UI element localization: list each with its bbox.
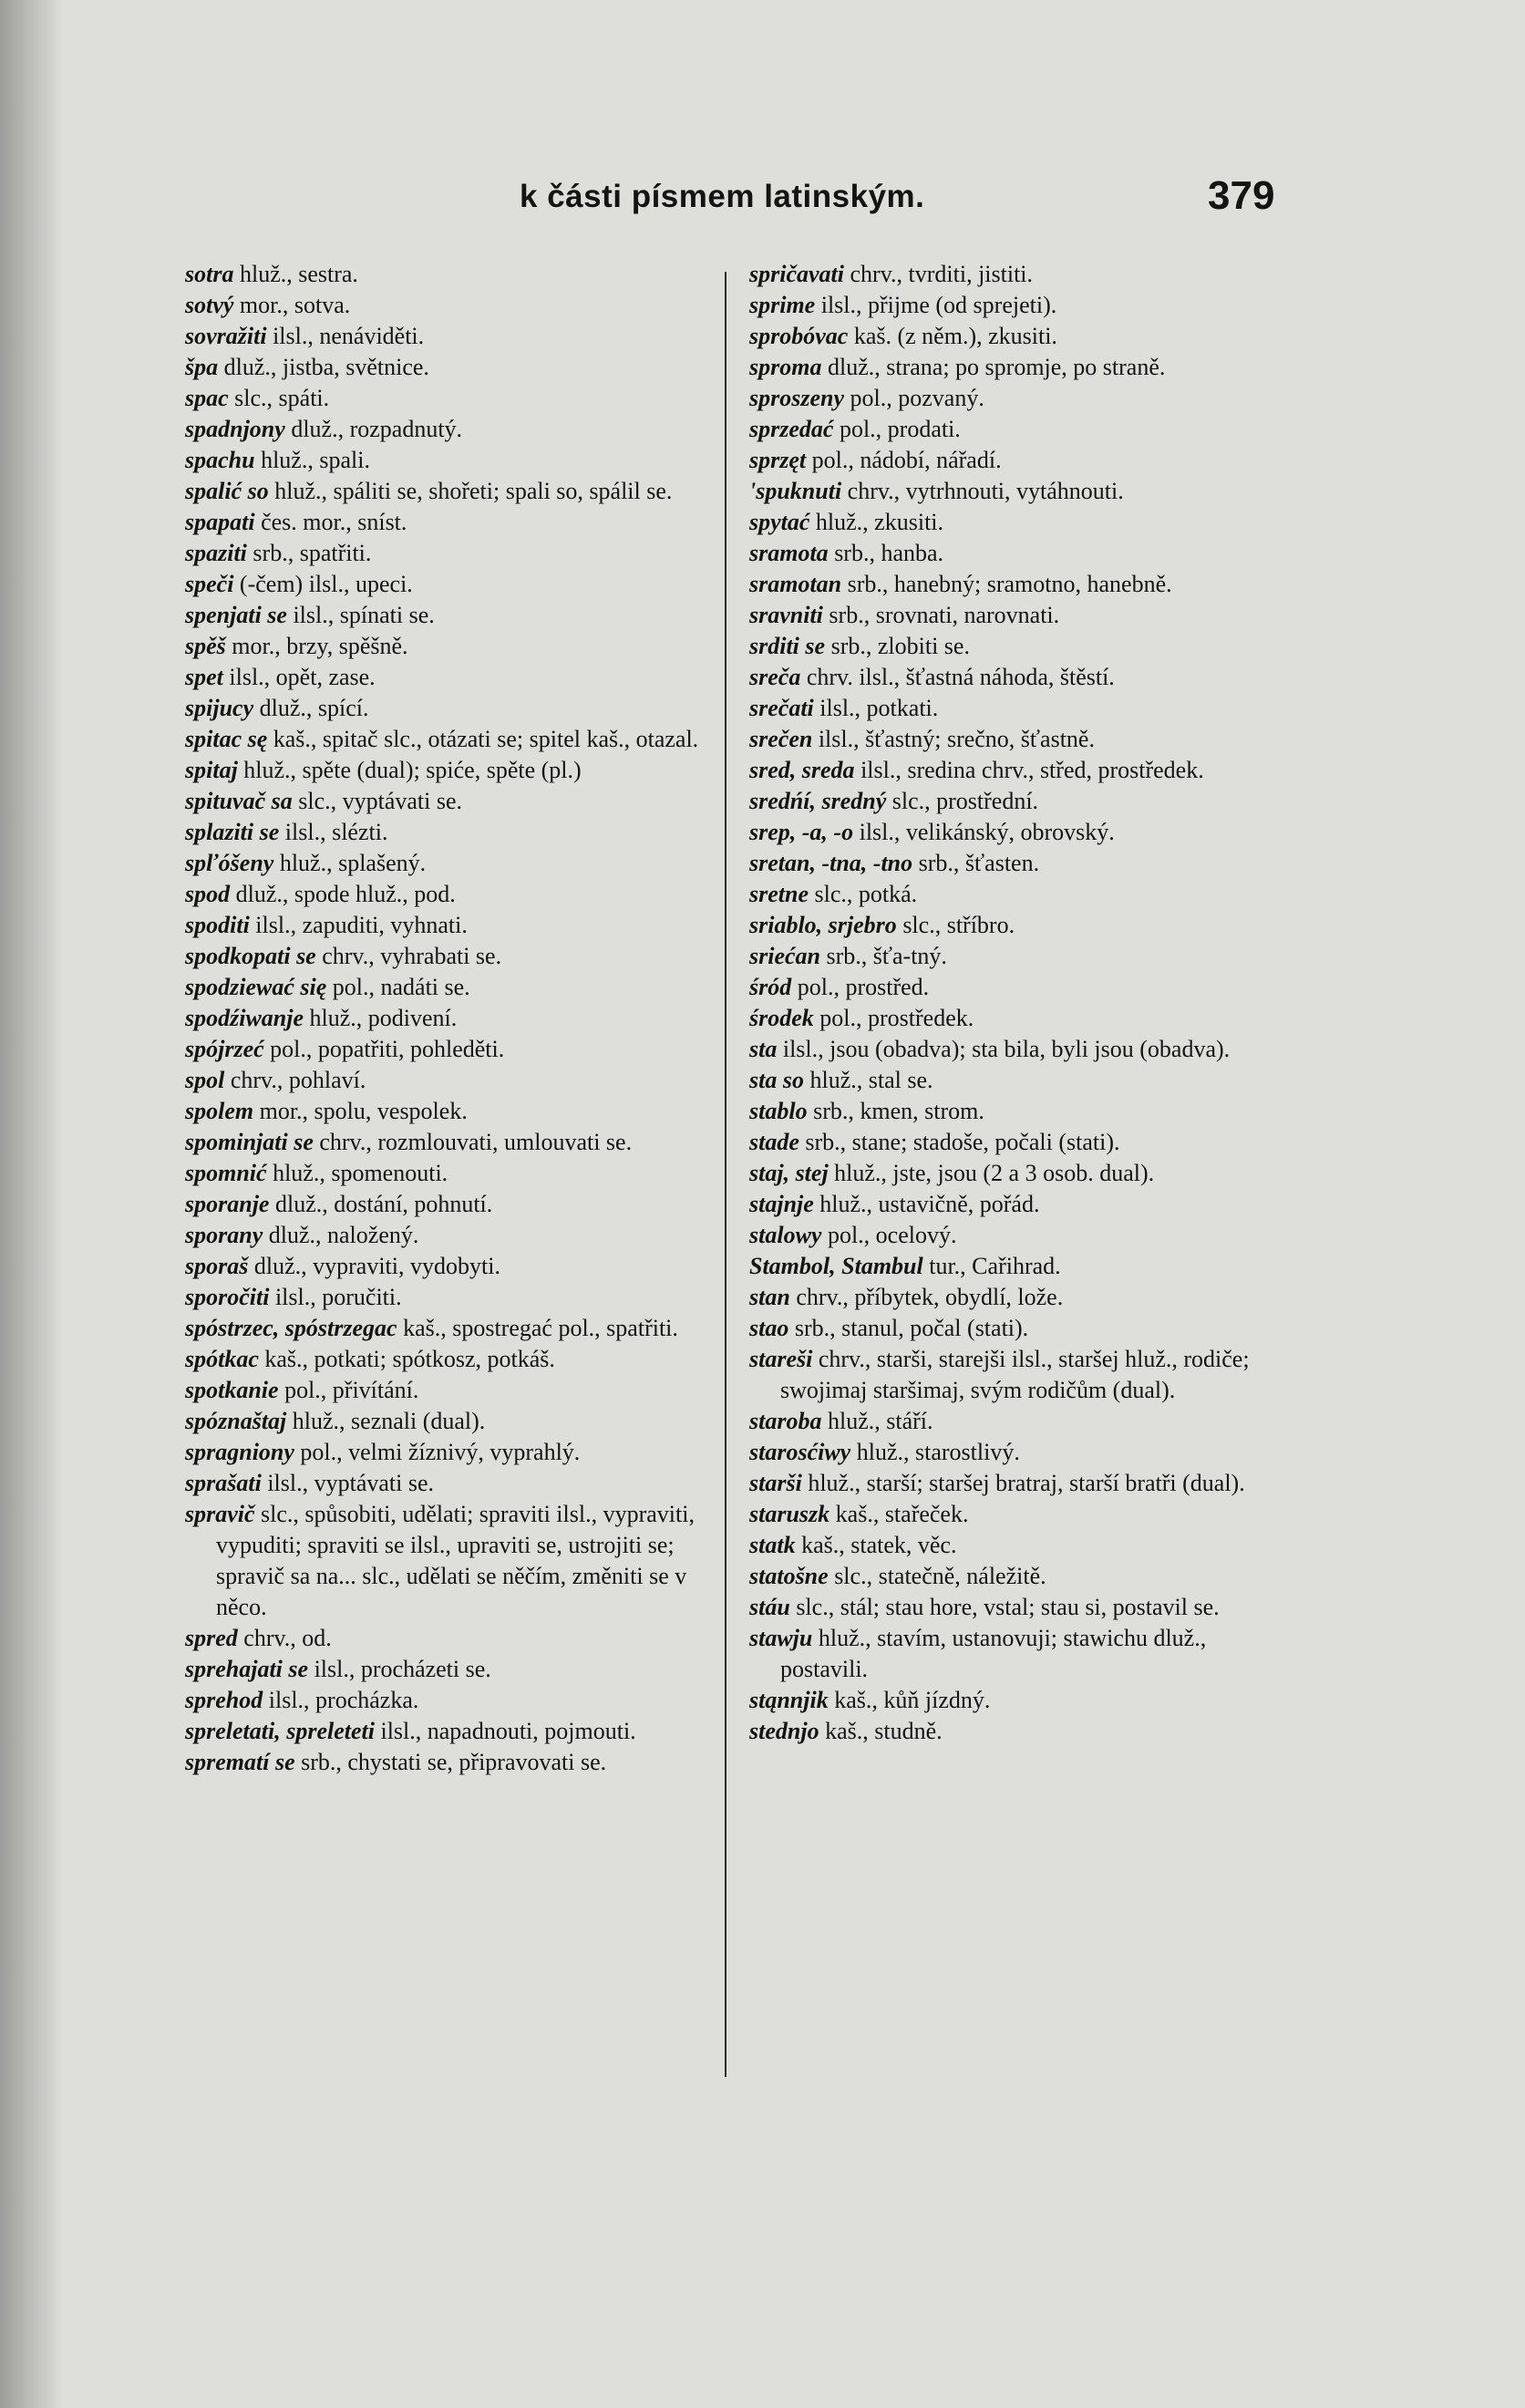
entry-definition: ilsl., zapuditi, vyhnati. xyxy=(255,912,468,938)
entry-headword: spľóšeny xyxy=(185,850,274,876)
entry-headword: 'spuknuti xyxy=(749,478,842,504)
dictionary-entry xyxy=(749,848,1287,879)
dictionary-entry xyxy=(185,1685,716,1716)
dictionary-entry xyxy=(749,569,1287,600)
dictionary-entry xyxy=(185,290,716,321)
dictionary-entry xyxy=(749,662,1287,693)
entry-headword: stąnnjik xyxy=(749,1687,829,1713)
entry-headword: staruszk xyxy=(749,1501,830,1527)
dictionary-entry xyxy=(749,1499,1287,1530)
entry-headword: sotvý xyxy=(185,292,234,318)
entry-definition: slc., stříbro. xyxy=(902,912,1015,938)
dictionary-entry xyxy=(185,755,716,786)
entry-definition: srb., zlobiti se. xyxy=(830,633,970,659)
dictionary-entry xyxy=(185,662,716,693)
entry-definition: dluž., naložený. xyxy=(268,1222,419,1248)
entry-definition: ilsl., spínati se. xyxy=(293,602,435,628)
dictionary-entry xyxy=(749,290,1287,321)
dictionary-entry xyxy=(749,1313,1287,1344)
dictionary-entry xyxy=(185,1623,716,1654)
entry-headword: sprehajati se xyxy=(185,1656,309,1682)
entry-definition: srb., chystati se, připravovati se. xyxy=(301,1749,607,1775)
dictionary-entry xyxy=(185,352,716,383)
entry-headword: sproma xyxy=(749,354,822,380)
dictionary-entry xyxy=(749,1189,1287,1220)
entry-definition: kaš., spostregać pol., spatřiti. xyxy=(403,1315,678,1341)
left-column xyxy=(185,259,716,1778)
entry-definition: ilsl., velikánský, obrovský. xyxy=(859,819,1115,845)
dictionary-entry xyxy=(749,879,1287,910)
entry-headword: spred xyxy=(185,1625,238,1651)
entry-headword: spadnjony xyxy=(185,416,285,442)
entry-headword: sravniti xyxy=(749,602,823,628)
entry-definition: chrv., rozmlouvati, umlouvati se. xyxy=(319,1129,633,1155)
entry-definition: ilsl., šťastný; srečno, šťastně. xyxy=(818,726,1095,752)
dictionary-entry xyxy=(185,507,716,538)
entry-definition: pol., ocelový. xyxy=(827,1222,957,1248)
entry-definition: ilsl., jsou (obadva); sta bila, byli jsou (obadva). xyxy=(782,1036,1231,1062)
entry-definition: mor., sotva. xyxy=(239,292,351,318)
entry-definition: slc., vyptávati se. xyxy=(298,788,463,814)
entry-headword: speči xyxy=(185,571,234,597)
dictionary-entry xyxy=(185,693,716,724)
page-edge-shadow xyxy=(0,0,64,2408)
dictionary-entry xyxy=(749,445,1287,476)
dictionary-entry xyxy=(185,1127,716,1158)
dictionary-entry xyxy=(185,569,716,600)
entry-headword: stablo xyxy=(749,1098,808,1124)
entry-definition: chrv., vytrhnouti, vytáhnouti. xyxy=(847,478,1124,504)
dictionary-entry xyxy=(749,1716,1287,1747)
entry-headword: stáu xyxy=(749,1594,790,1620)
entry-headword: stednjo xyxy=(749,1718,819,1744)
dictionary-entry xyxy=(749,1034,1287,1065)
entry-headword: statk xyxy=(749,1532,796,1558)
entry-definition: (-čem) ilsl., upeci. xyxy=(239,571,413,597)
entry-headword: spodkopati se xyxy=(185,943,316,969)
entry-headword: spričavati xyxy=(749,261,844,287)
entry-headword: statošne xyxy=(749,1563,829,1589)
dictionary-entry xyxy=(749,910,1287,941)
entry-definition: pol., nádobí, nářadí. xyxy=(811,447,1002,473)
dictionary-entry xyxy=(749,600,1287,631)
entry-headword: sporočiti xyxy=(185,1284,270,1310)
entry-headword: srečen xyxy=(749,726,813,752)
entry-definition: srb., hanebný; sramotno, hanebně. xyxy=(847,571,1172,597)
entry-definition: kaš., spitač slc., otázati se; spitel kaš., otazal. xyxy=(273,726,699,752)
entry-definition: tur., Cařihrad. xyxy=(929,1253,1061,1279)
entry-headword: starosćiwy xyxy=(749,1439,851,1465)
entry-headword: sprematí se xyxy=(185,1749,295,1775)
entry-headword: sporany xyxy=(185,1222,263,1248)
entry-definition: dluž., spící. xyxy=(259,695,369,721)
entry-headword: sprobóvac xyxy=(749,323,849,349)
entry-definition: chrv., pohlaví. xyxy=(230,1067,366,1093)
entry-headword: spachu xyxy=(185,447,255,473)
entry-headword: Stambol, Stambul xyxy=(749,1253,923,1279)
entry-definition: pol., popatřiti, pohleděti. xyxy=(270,1036,505,1062)
entry-headword: srditi se xyxy=(749,633,826,659)
dictionary-entry xyxy=(185,600,716,631)
dictionary-entry xyxy=(749,1220,1287,1251)
entry-headword: spěš xyxy=(185,633,226,659)
entry-headword: sprašati xyxy=(185,1470,262,1496)
entry-definition: ilsl., procházeti se. xyxy=(314,1656,491,1682)
dictionary-entry xyxy=(185,1437,716,1468)
entry-definition: slc., statečně, náležitě. xyxy=(834,1563,1046,1589)
entry-definition: dluž., spode hluž., pod. xyxy=(235,881,456,907)
entry-definition: pol., prodati. xyxy=(839,416,961,442)
entry-headword: sproszeny xyxy=(749,385,845,411)
entry-definition: čes. mor., sníst. xyxy=(261,509,407,535)
dictionary-entry xyxy=(749,1592,1287,1623)
entry-definition: ilsl., napadnouti, pojmouti. xyxy=(380,1718,636,1744)
dictionary-entry xyxy=(749,755,1287,786)
entry-definition: ilsl., sredina chrv., střed, prostředek. xyxy=(860,757,1204,783)
dictionary-entry xyxy=(749,1468,1287,1499)
dictionary-entry xyxy=(185,879,716,910)
entry-headword: staj, stej xyxy=(749,1160,829,1186)
entry-definition: slc., potká. xyxy=(814,881,918,907)
dictionary-entry xyxy=(749,259,1287,290)
entry-headword: spytać xyxy=(749,509,810,535)
entry-definition: hluž., starostlivý. xyxy=(856,1439,1020,1465)
entry-definition: hluž., stavím, ustanovuji; stawichu dluž., postavili. xyxy=(780,1625,1207,1682)
dictionary-entry xyxy=(749,1096,1287,1127)
entry-definition: ilsl., slézti. xyxy=(284,819,388,845)
entry-definition: kaš. (z něm.), zkusiti. xyxy=(853,323,1057,349)
dictionary-entry xyxy=(749,693,1287,724)
entry-definition: dluž., dostání, pohnutí. xyxy=(274,1191,493,1217)
entry-headword: sramotan xyxy=(749,571,842,597)
entry-headword: sramota xyxy=(749,540,829,566)
entry-definition: srb., spatřiti. xyxy=(252,540,372,566)
dictionary-entry xyxy=(185,1747,716,1778)
dictionary-entry xyxy=(185,1096,716,1127)
entry-definition: hluž., spáliti se, shořeti; spali so, spálil se. xyxy=(274,478,673,504)
dictionary-entry xyxy=(749,507,1287,538)
dictionary-entry xyxy=(749,352,1287,383)
running-header xyxy=(0,173,1525,233)
entry-headword: spet xyxy=(185,664,223,690)
entry-definition: hluž., spěte (dual); spiće, spěte (pl.) xyxy=(243,757,582,783)
dictionary-entry xyxy=(185,445,716,476)
dictionary-entry xyxy=(749,321,1287,352)
entry-definition: dluž., vypraviti, vydobyti. xyxy=(253,1253,500,1279)
dictionary-entry xyxy=(749,1406,1287,1437)
dictionary-entry xyxy=(749,631,1287,662)
dictionary-entry xyxy=(185,910,716,941)
entry-definition: hluž., stáří. xyxy=(827,1408,933,1434)
entry-headword: sretan, -tna, -tno xyxy=(749,850,913,876)
entry-headword: stade xyxy=(749,1129,799,1155)
entry-headword: spol xyxy=(185,1067,225,1093)
entry-definition: hluž., zkusiti. xyxy=(815,509,944,535)
dictionary-entry xyxy=(185,724,716,755)
entry-definition: srb., stane; stadoše, počali (stati). xyxy=(805,1129,1120,1155)
entry-definition: ilsl., procházka. xyxy=(268,1687,419,1713)
entry-headword: spijucy xyxy=(185,695,254,721)
entry-headword: srečati xyxy=(749,695,814,721)
entry-headword: spac xyxy=(185,385,229,411)
entry-headword: špa xyxy=(185,354,219,380)
entry-headword: stawju xyxy=(749,1625,813,1651)
entry-definition: pol., prostřed. xyxy=(797,974,930,1000)
entry-headword: splaziti se xyxy=(185,819,280,845)
entry-headword: sovražiti xyxy=(185,323,267,349)
entry-definition: hluž., seznali (dual). xyxy=(292,1408,486,1434)
dictionary-entry xyxy=(185,1406,716,1437)
entry-headword: srep, -a, -o xyxy=(749,819,854,845)
entry-definition: hluž., sestra. xyxy=(239,261,358,287)
entry-definition: srb., srovnati, narovnati. xyxy=(829,602,1060,628)
entry-definition: slc., spůsobiti, udělati; spraviti ilsl., vypraviti, vypuditi; spraviti se ilsl., upraviti se, ustrojiti se; spravič sa na... slc., udělati se něčím, změniti se v něco. xyxy=(216,1501,695,1620)
entry-headword: spituvač sa xyxy=(185,788,293,814)
dictionary-entry xyxy=(749,724,1287,755)
dictionary-entry xyxy=(185,1313,716,1344)
entry-headword: sprzedać xyxy=(749,416,834,442)
entry-definition: srb., šťasten. xyxy=(918,850,1040,876)
entry-definition: pol., prostředek. xyxy=(819,1005,974,1031)
entry-headword: sriablo, srjebro xyxy=(749,912,897,938)
dictionary-entry xyxy=(185,383,716,414)
right-column xyxy=(749,259,1287,1747)
column-divider xyxy=(725,272,726,2077)
dictionary-entry xyxy=(185,321,716,352)
dictionary-entry xyxy=(749,538,1287,569)
dictionary-entry xyxy=(185,1344,716,1375)
dictionary-entry xyxy=(185,817,716,848)
entry-headword: spenjati se xyxy=(185,602,287,628)
dictionary-entry xyxy=(185,414,716,445)
dictionary-entry xyxy=(749,1437,1287,1468)
entry-headword: sprime xyxy=(749,292,816,318)
dictionary-entry xyxy=(749,972,1287,1003)
dictionary-entry xyxy=(185,1282,716,1313)
dictionary-entry xyxy=(185,1065,716,1096)
entry-definition: pol., přivítání. xyxy=(284,1377,419,1403)
dictionary-entry xyxy=(749,1561,1287,1592)
entry-definition: srb., kmen, strom. xyxy=(813,1098,984,1124)
entry-headword: sporanje xyxy=(185,1191,270,1217)
dictionary-entry xyxy=(185,941,716,972)
dictionary-entry xyxy=(749,1003,1287,1034)
entry-definition: kaš., potkati; spótkosz, potkáš. xyxy=(264,1346,555,1372)
dictionary-entry xyxy=(185,476,716,507)
entry-headword: sta so xyxy=(749,1067,804,1093)
entry-definition: ilsl., vyptávati se. xyxy=(267,1470,435,1496)
entry-headword: sriećan xyxy=(749,943,820,969)
entry-definition: dluž., jistba, světnice. xyxy=(223,354,429,380)
entry-definition: kaš., kůň jízdný. xyxy=(834,1687,991,1713)
dictionary-entry xyxy=(185,259,716,290)
dictionary-entry xyxy=(749,1251,1287,1282)
entry-definition: mor., spolu, vespolek. xyxy=(259,1098,468,1124)
dictionary-entry xyxy=(749,941,1287,972)
dictionary-entry xyxy=(185,1003,716,1034)
dictionary-entry xyxy=(185,972,716,1003)
entry-headword: sta xyxy=(749,1036,778,1062)
entry-definition: pol., pozvaný. xyxy=(850,385,984,411)
entry-definition: hluž., jste, jsou (2 a 3 osob. dual). xyxy=(834,1160,1155,1186)
entry-definition: ilsl., přijme (od sprejeti). xyxy=(820,292,1057,318)
entry-headword: sreča xyxy=(749,664,801,690)
dictionary-entry xyxy=(749,1685,1287,1716)
entry-headword: stan xyxy=(749,1284,790,1310)
entry-definition: chrv., příbytek, obydlí, lože. xyxy=(796,1284,1064,1310)
dictionary-entry xyxy=(749,1282,1287,1313)
entry-headword: śród xyxy=(749,974,792,1000)
entry-headword: spolem xyxy=(185,1098,254,1124)
entry-definition: mor., brzy, spěšně. xyxy=(232,633,408,659)
entry-headword: sprzęt xyxy=(749,447,807,473)
dictionary-entry xyxy=(749,1065,1287,1096)
dictionary-entry xyxy=(185,786,716,817)
entry-headword: stajnje xyxy=(749,1191,814,1217)
entry-definition: slc., stál; stau hore, vstal; stau si, postavil se. xyxy=(796,1594,1220,1620)
entry-definition: ilsl., opět, zase. xyxy=(229,664,376,690)
entry-headword: spomnić xyxy=(185,1160,267,1186)
entry-headword: spod xyxy=(185,881,231,907)
dictionary-entry xyxy=(185,1654,716,1685)
entry-headword: spaziti xyxy=(185,540,247,566)
entry-definition: chrv., tvrditi, jistiti. xyxy=(850,261,1034,287)
entry-definition: kaš., statek, věc. xyxy=(801,1532,957,1558)
dictionary-entry xyxy=(185,538,716,569)
entry-headword: stao xyxy=(749,1315,789,1341)
entry-definition: kaš., stařeček. xyxy=(835,1501,969,1527)
entry-definition: ilsl., poručiti. xyxy=(274,1284,402,1310)
entry-headword: spótkac xyxy=(185,1346,259,1372)
entry-headword: spravič xyxy=(185,1501,255,1527)
dictionary-entry xyxy=(185,1034,716,1065)
entry-definition: slc., spáti. xyxy=(234,385,330,411)
entry-headword: sporaš xyxy=(185,1253,249,1279)
dictionary-entry xyxy=(185,1189,716,1220)
entry-headword: spóstrzec, spóstrzegac xyxy=(185,1315,397,1341)
dictionary-entry xyxy=(749,1530,1287,1561)
dictionary-entry xyxy=(185,631,716,662)
dictionary-entry xyxy=(749,786,1287,817)
entry-definition: srb., hanba. xyxy=(834,540,944,566)
dictionary-entry xyxy=(749,414,1287,445)
page-number: 379 xyxy=(1208,173,1275,218)
entry-headword: starši xyxy=(749,1470,802,1496)
entry-definition: chrv., vyhrabati se. xyxy=(322,943,502,969)
entry-headword: spoditi xyxy=(185,912,250,938)
entry-definition: pol., velmi žíznivý, vyprahlý. xyxy=(300,1439,581,1465)
entry-headword: sretne xyxy=(749,881,809,907)
entry-headword: sotra xyxy=(185,261,234,287)
entry-definition: slc., prostřední. xyxy=(891,788,1039,814)
entry-headword: spotkanie xyxy=(185,1377,279,1403)
dictionary-entry xyxy=(185,1716,716,1747)
entry-headword: spitaj xyxy=(185,757,238,783)
entry-definition: chrv., starši, starejši ilsl., staršej hluž., rodiče; swojimaj staršimaj, svým rodičům (dual). xyxy=(780,1346,1250,1403)
entry-definition: pol., nadáti se. xyxy=(332,974,470,1000)
dictionary-entry xyxy=(749,1158,1287,1189)
entry-definition: dluž., strana; po spromje, po straně. xyxy=(827,354,1166,380)
entry-definition: srb., stanul, počal (stati). xyxy=(794,1315,1029,1341)
entry-headword: spójrzeć xyxy=(185,1036,264,1062)
dictionary-entry xyxy=(185,1251,716,1282)
entry-headword: spominjati se xyxy=(185,1129,314,1155)
entry-headword: spitac sę xyxy=(185,726,268,752)
entry-definition: hluž., podivení. xyxy=(309,1005,458,1031)
dictionary-entry xyxy=(749,383,1287,414)
entry-definition: hluž., spali. xyxy=(261,447,370,473)
dictionary-entry xyxy=(749,476,1287,507)
entry-headword: spodziewać się xyxy=(185,974,327,1000)
entry-headword: spalić so xyxy=(185,478,269,504)
entry-headword: spreletati, spreleteti xyxy=(185,1718,375,1744)
dictionary-entry xyxy=(185,1499,716,1623)
dictionary-entry xyxy=(749,1127,1287,1158)
entry-headword: stalowy xyxy=(749,1222,822,1248)
entry-definition: hluž., starší; staršej bratraj, starší bratři (dual). xyxy=(808,1470,1245,1496)
entry-headword: środek xyxy=(749,1005,814,1031)
dictionary-entry xyxy=(185,848,716,879)
entry-definition: ilsl., potkati. xyxy=(819,695,939,721)
entry-headword: stareši xyxy=(749,1346,813,1372)
entry-definition: hluž., ustavičně, pořád. xyxy=(819,1191,1040,1217)
running-head-title: k části písmem latinským. xyxy=(520,179,925,214)
entry-headword: sprehod xyxy=(185,1687,263,1713)
dictionary-entry xyxy=(749,1623,1287,1685)
entry-definition: hluž., stal se. xyxy=(809,1067,933,1093)
entry-headword: sredńí, sredný xyxy=(749,788,887,814)
dictionary-entry xyxy=(185,1158,716,1189)
entry-definition: dluž., rozpadnutý. xyxy=(291,416,463,442)
entry-headword: spóznaštaj xyxy=(185,1408,287,1434)
entry-headword: sred, sreda xyxy=(749,757,855,783)
dictionary-entry xyxy=(185,1375,716,1406)
entry-headword: spapati xyxy=(185,509,255,535)
entry-headword: staroba xyxy=(749,1408,822,1434)
entry-definition: chrv. ilsl., šťastná náhoda, štěstí. xyxy=(806,664,1115,690)
entry-definition: chrv., od. xyxy=(243,1625,332,1651)
entry-definition: hluž., spomenouti. xyxy=(273,1160,448,1186)
entry-headword: spodźiwanje xyxy=(185,1005,304,1031)
dictionary-entry xyxy=(749,817,1287,848)
dictionary-entry xyxy=(185,1220,716,1251)
entry-headword: spragniony xyxy=(185,1439,294,1465)
dictionary-entry xyxy=(749,1344,1287,1406)
entry-definition: ilsl., nenáviděti. xyxy=(273,323,425,349)
entry-definition: kaš., studně. xyxy=(825,1718,943,1744)
dictionary-entry xyxy=(185,1468,716,1499)
entry-definition: srb., šťa-tný. xyxy=(826,943,947,969)
entry-definition: hluž., splašený. xyxy=(279,850,427,876)
